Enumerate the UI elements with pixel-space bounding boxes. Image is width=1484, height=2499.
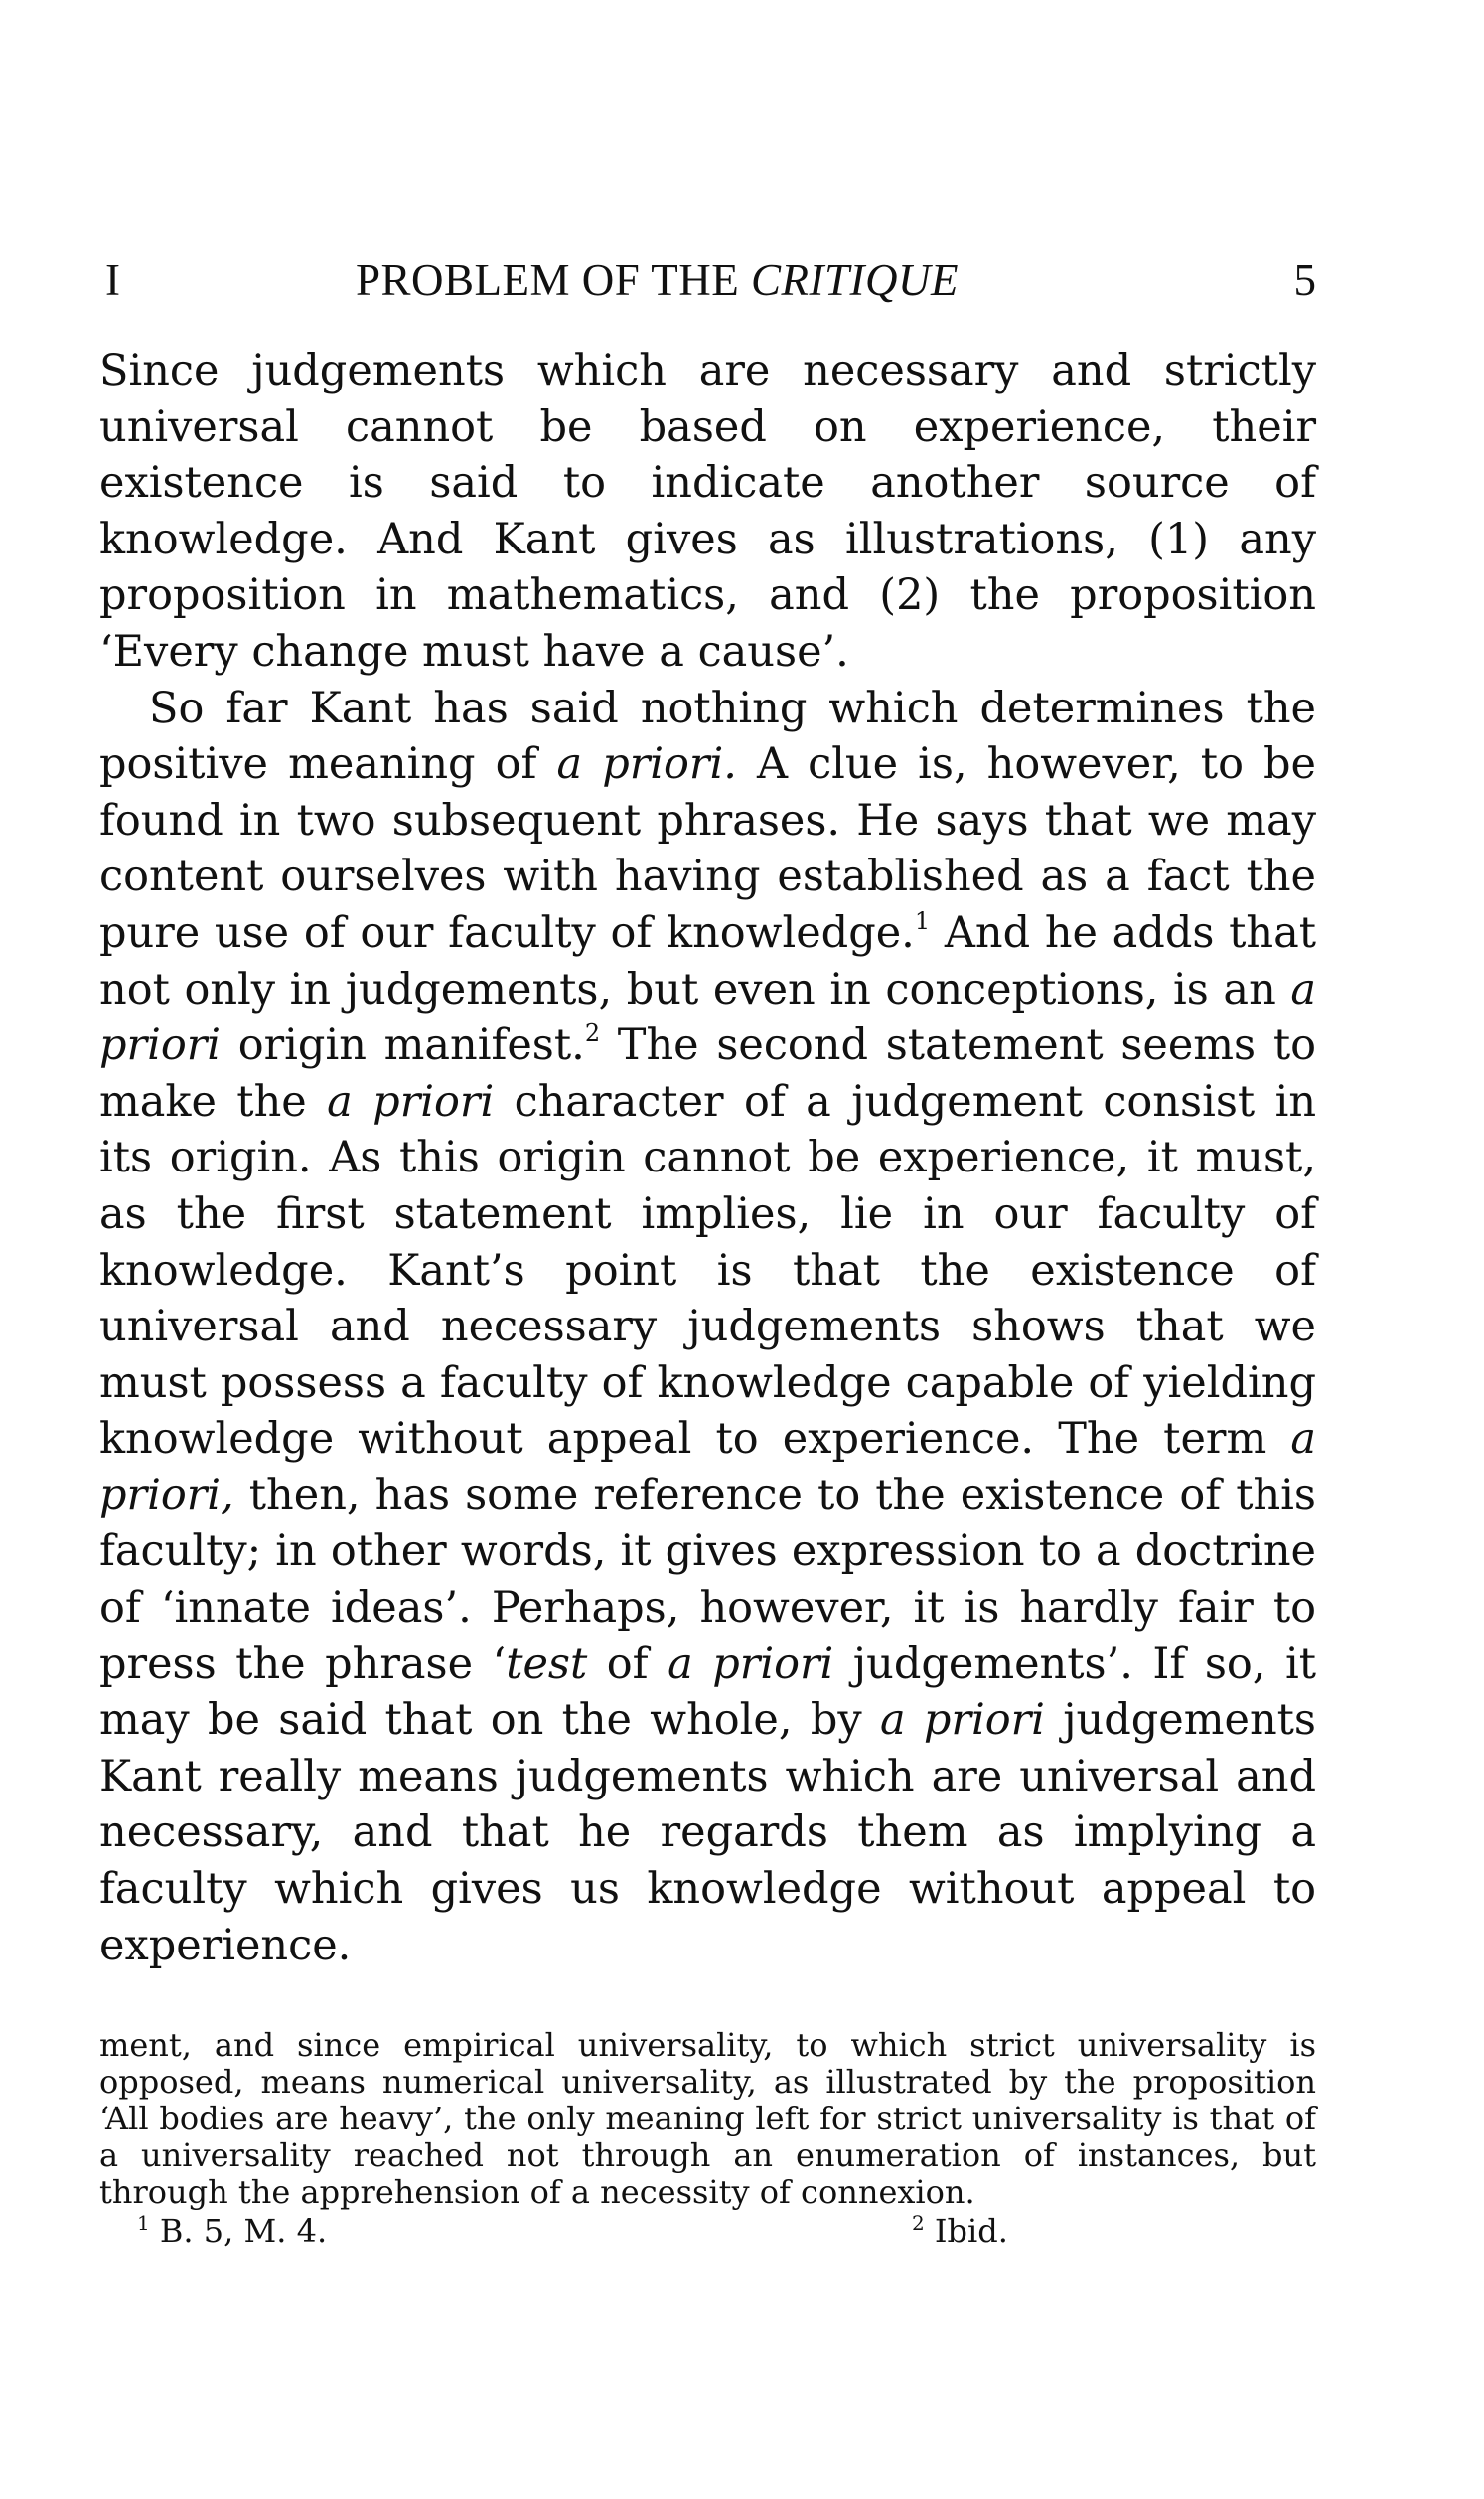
footnote-1 (137, 2213, 327, 2250)
italic-run: a priori (327, 1076, 495, 1127)
italic-run: a priori (879, 1695, 1045, 1746)
footnotes (99, 2027, 1316, 2253)
running-title-italic: CRITIQUE (750, 255, 959, 305)
running-title (356, 254, 959, 306)
footnote-2-text: Ibid. (934, 2212, 1008, 2250)
footnote-2-marker: 2 (912, 2211, 925, 2235)
text-run: The second statement seems to make the (99, 1020, 1316, 1127)
text-run: judgements Kant really means judgements which are universal and necessary, and that he regards them as implying a faculty which gives us knowledge without appeal to experience. (99, 1695, 1316, 1970)
italic-run: a priori. (556, 739, 737, 790)
chapter-number: I (105, 255, 120, 305)
text-run: And he adds that not only in judgements, but even in conceptions, is an (99, 907, 1317, 1015)
paragraph-1: Since judgements which are necessary and strictly universal cannot be based on experience, their existence is said to indicate another source of knowledge. And Kant gives as illustrations, (1) any proposition in mathematics, and (2) the proposition ‘Every change must have a cause’. (99, 346, 1316, 677)
text-run: So far Kant has said nothing which determines the positive meaning of (99, 683, 1316, 790)
text-run: A clue is, however, to be found in two subsequent phrases. He says that we may content ourselves with having established as a fact the pure use of our faculty of knowledge. (99, 739, 1316, 958)
text-run: then, has some reference to the existence of this faculty; in other words, it gives expression to a doctrine of ‘innate ideas’. Perhaps, however, it is hardly fair to press the phrase ‘ (99, 1470, 1316, 1689)
main-text (99, 343, 1316, 1973)
footnote-marker-1: 1 (914, 906, 931, 935)
italic-run: a priori, (99, 1414, 1316, 1520)
page-number: 5 (1293, 255, 1316, 305)
running-title-plain: PROBLEM OF THE (356, 255, 751, 305)
text-run: origin manifest. (221, 1020, 585, 1071)
running-header (99, 254, 1316, 314)
text-run: of (587, 1639, 668, 1689)
footnote-1-text: B. 5, M. 4. (159, 2212, 328, 2250)
footnote-continuation: ment, and since empirical universality, to which strict universality is opposed, means numerical universality, as illustrated by the proposition ‘All bodies are heavy’, the only meaning left for strict universality is that of a universality reached not through an enumeration of instances, but through the apprehension of a necessity of connexion. (99, 2026, 1316, 2211)
italic-run: a priori (668, 1639, 834, 1689)
italic-run: a priori (99, 964, 1316, 1071)
footnote-2 (912, 2213, 1008, 2250)
footnote-1-marker: 1 (137, 2211, 150, 2235)
italic-run: test (506, 1639, 588, 1689)
text-run: judgements’. If so, it may be said that on the whole, by (99, 1639, 1317, 1746)
text-run: character of a judgement consist in its origin. As this origin cannot be experience, it must, as the first statement implies, lie in our faculty of knowledge. Kant’s point is that the existence of universal and necessary judgements shows that we must possess a faculty of knowledge capable of yielding knowledge without appeal to experience. The term (99, 1076, 1317, 1465)
footnote-marker-2: 2 (584, 1019, 601, 1048)
footnote-references (99, 2213, 1316, 2253)
paragraph-2 (99, 681, 1316, 1974)
